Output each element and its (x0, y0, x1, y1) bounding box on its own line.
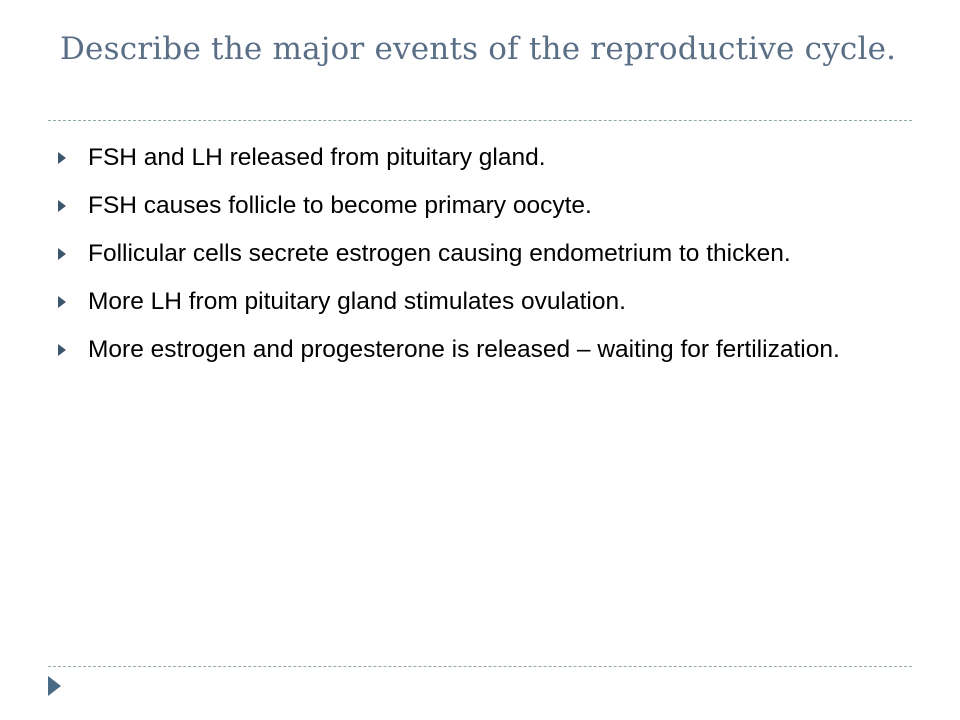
slide-title: Describe the major events of the reproductive cycle. (60, 31, 897, 67)
list-item (58, 332, 908, 368)
footer-divider (48, 666, 912, 667)
list-item (58, 140, 908, 176)
bullet-text: FSH causes follicle to become primary oocyte. (88, 192, 592, 219)
triangle-bullet-icon (58, 152, 66, 164)
bullet-text: Follicular cells secrete estrogen causing endometrium to thicken. (88, 240, 791, 267)
title-divider (48, 120, 912, 121)
triangle-bullet-icon (58, 344, 66, 356)
triangle-bullet-icon (58, 248, 66, 260)
bullet-text: More estrogen and progesterone is released – waiting for fertilization. (88, 336, 840, 363)
list-item (58, 284, 908, 320)
bullet-text: FSH and LH released from pituitary gland. (88, 144, 546, 171)
bullet-text: More LH from pituitary gland stimulates ovulation. (88, 288, 626, 315)
bullet-list (58, 140, 908, 380)
triangle-arrow-icon (48, 676, 61, 696)
list-item (58, 236, 908, 272)
triangle-bullet-icon (58, 200, 66, 212)
triangle-bullet-icon (58, 296, 66, 308)
list-item (58, 188, 908, 224)
